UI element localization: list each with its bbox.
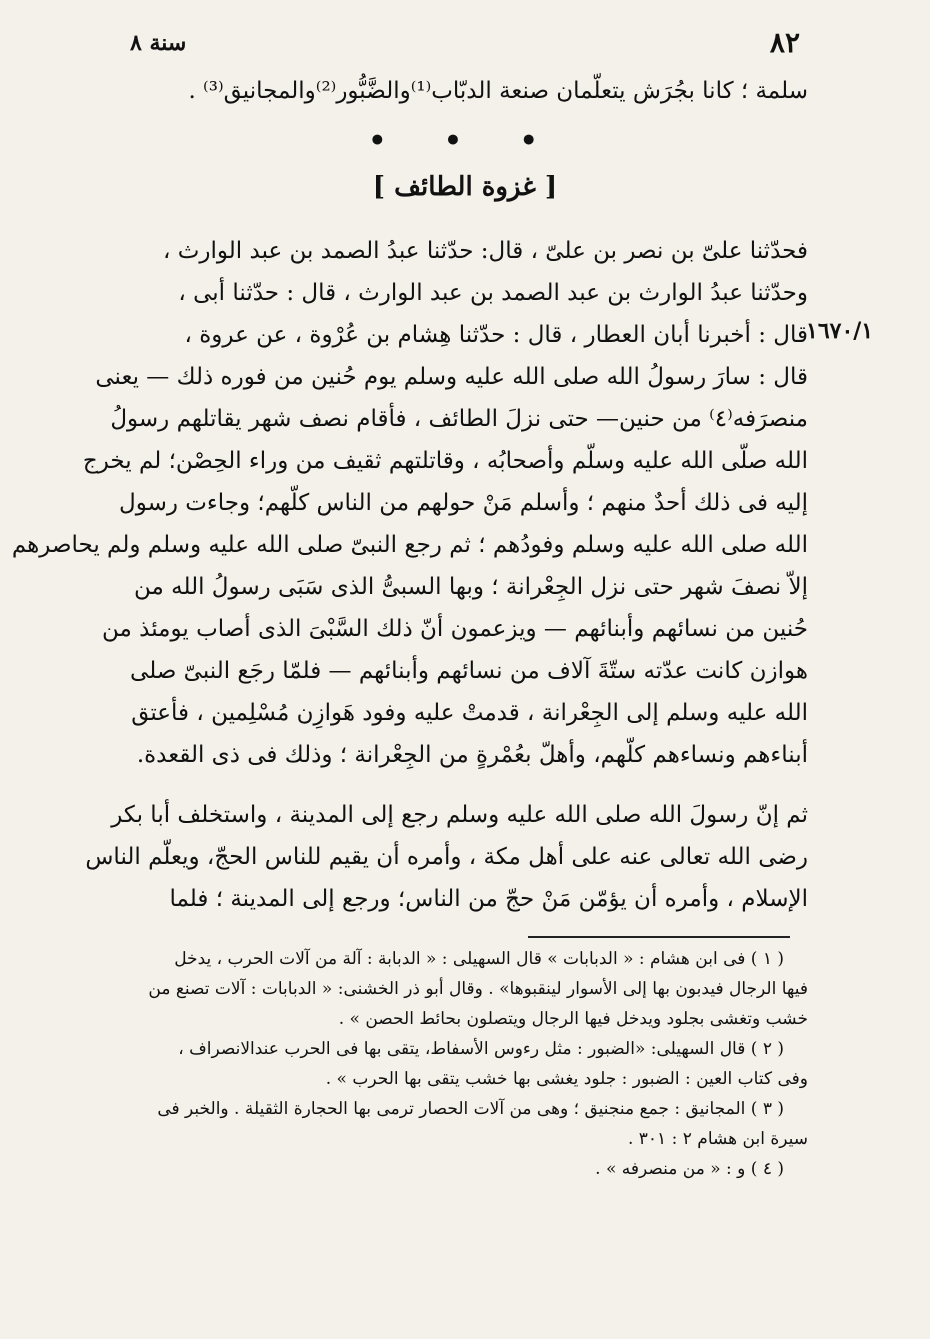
text-line: إلاّ نصفَ شهر حتى نزل الجِعْرانة ؛ وبها السبىُّ الذى سَبَى رسولُ الله من bbox=[133, 574, 808, 600]
text-line: الله صلى الله عليه وسلم وفودُهم ؛ ثم رجع النبىّ صلى الله عليه وسلم ولم يحاصرهم bbox=[11, 532, 808, 558]
intro-line: سلمة ؛ كانا بجُرَش يتعلّمان صنعة الدبّاب⁽¹⁾والضَّبُّور⁽²⁾والمجانيق⁽³⁾ . bbox=[188, 78, 808, 104]
text-line: حُنين من نسائهم وأبنائهم — ويزعمون أنّ ذلك السَّبْىَ الذى أصاب يومئذ من bbox=[102, 616, 808, 642]
text-line: منصرَفه⁽٤⁾ من حنين— حتى نزلَ الطائف ، فأقام نصف شهر يقاتلهم رسولُ bbox=[110, 406, 808, 432]
text-line: الإسلام ، وأمره أن يؤمّن مَنْ حجّ من الناس؛ ورجع إلى المدينة ؛ فلما bbox=[169, 886, 808, 912]
text-line: الله صلّى الله عليه وسلّم وأصحابُه ، وقاتلتهم ثقيف من وراء الحِصْن؛ لم يخرج bbox=[82, 448, 808, 474]
footnote-line: ( ٢ ) قال السهيلى: «الضبور : مثل رءوس الأسفاط، يتقى بها فى الحرب عندالانصراف ، bbox=[178, 1039, 784, 1059]
page-header bbox=[130, 26, 800, 66]
footnote-line: ( ٤ ) و : « من منصرفه » . bbox=[595, 1159, 784, 1179]
text-line: الله عليه وسلم إلى الجِعْرانة ، قدمتْ عليه وفود هَوازِن مُسْلِمين ، فأعتق bbox=[131, 700, 808, 726]
margin-reference: ١٦٧٠/١ bbox=[806, 318, 874, 344]
running-head: سنة ٨ bbox=[130, 30, 187, 56]
text-line: فحدّثنا علىّ بن نصر بن علىّ ، قال: حدّثنا عبدُ الصمد بن عبد الوارث ، bbox=[163, 238, 808, 264]
section-separator: • • • bbox=[368, 124, 562, 157]
footnote-line: فيها الرجال فيدبون بها إلى الأسوار لينقبوها» . وقال أبو ذر الخشنى: « الدبابات : آلات تصنع من bbox=[148, 979, 808, 999]
footnote-line: ( ١ ) فى ابن هشام : « الدبابات » قال السهيلى : « الدبابة : آلة من آلات الحرب ، يدخل bbox=[174, 949, 784, 969]
text-line: قال : أخبرنا أبان العطار ، قال : حدّثنا هِشام بن عُرْوة ، عن عروة ، bbox=[184, 322, 808, 348]
footnote-divider bbox=[528, 936, 790, 938]
section-title: [ غزوة الطائف ] bbox=[372, 172, 558, 202]
intro-text bbox=[128, 70, 808, 112]
paragraph-2 bbox=[85, 794, 808, 920]
text-line: إليه فى ذلك أحدٌ منهم ؛ وأسلم مَنْ حولهم من الناس كلّهم؛ وجاءت رسول bbox=[118, 490, 808, 516]
text-line: هوازن كانت عدّته ستّةَ آلاف من نسائهم وأبنائهم — فلمّا رجَع النبىّ صلى bbox=[130, 658, 808, 684]
footnote-line: سيرة ابن هشام ٢ : ٣٠١ . bbox=[627, 1129, 808, 1149]
text-line: رضى الله تعالى عنه على أهل مكة ، وأمره أن يقيم للناس الحجّ، ويعلّم الناس bbox=[85, 844, 808, 870]
footnote-line: ( ٣ ) المجانيق : جمع منجنيق ؛ وهى من آلات الحصار ترمى بها الحجارة الثقيلة . والخبر فى bbox=[157, 1099, 784, 1119]
text-line: وحدّثنا عبدُ الوارث بن عبد الصمد بن عبد الوارث ، قال : حدّثنا أبى ، bbox=[178, 280, 808, 306]
text-line: قال : سارَ رسولُ الله صلى الله عليه وسلم يوم حُنين من فوره ذلك — يعنى bbox=[95, 364, 808, 390]
text-line: ثم إنّ رسولَ الله صلى الله عليه وسلم رجع إلى المدينة ، واستخلف أبا بكر bbox=[111, 802, 808, 828]
text-line: أبناءهم ونساءهم كلّهم، وأهلّ بعُمْرةٍ من الجِعْرانة ؛ وذلك فى ذى القعدة. bbox=[136, 742, 808, 768]
footnote-line: خشب وتغشى بجلود ويدخل فيها الرجال ويتصلون بحائط الحصن » . bbox=[338, 1009, 808, 1029]
footnote-line: وفى كتاب العين : الضبور : جلود يغشى بها خشب يتقى بها الحرب » . bbox=[325, 1069, 808, 1089]
paragraph-1 bbox=[11, 230, 808, 776]
footnotes bbox=[128, 944, 808, 1184]
page-number: ٨٢ bbox=[769, 26, 800, 59]
